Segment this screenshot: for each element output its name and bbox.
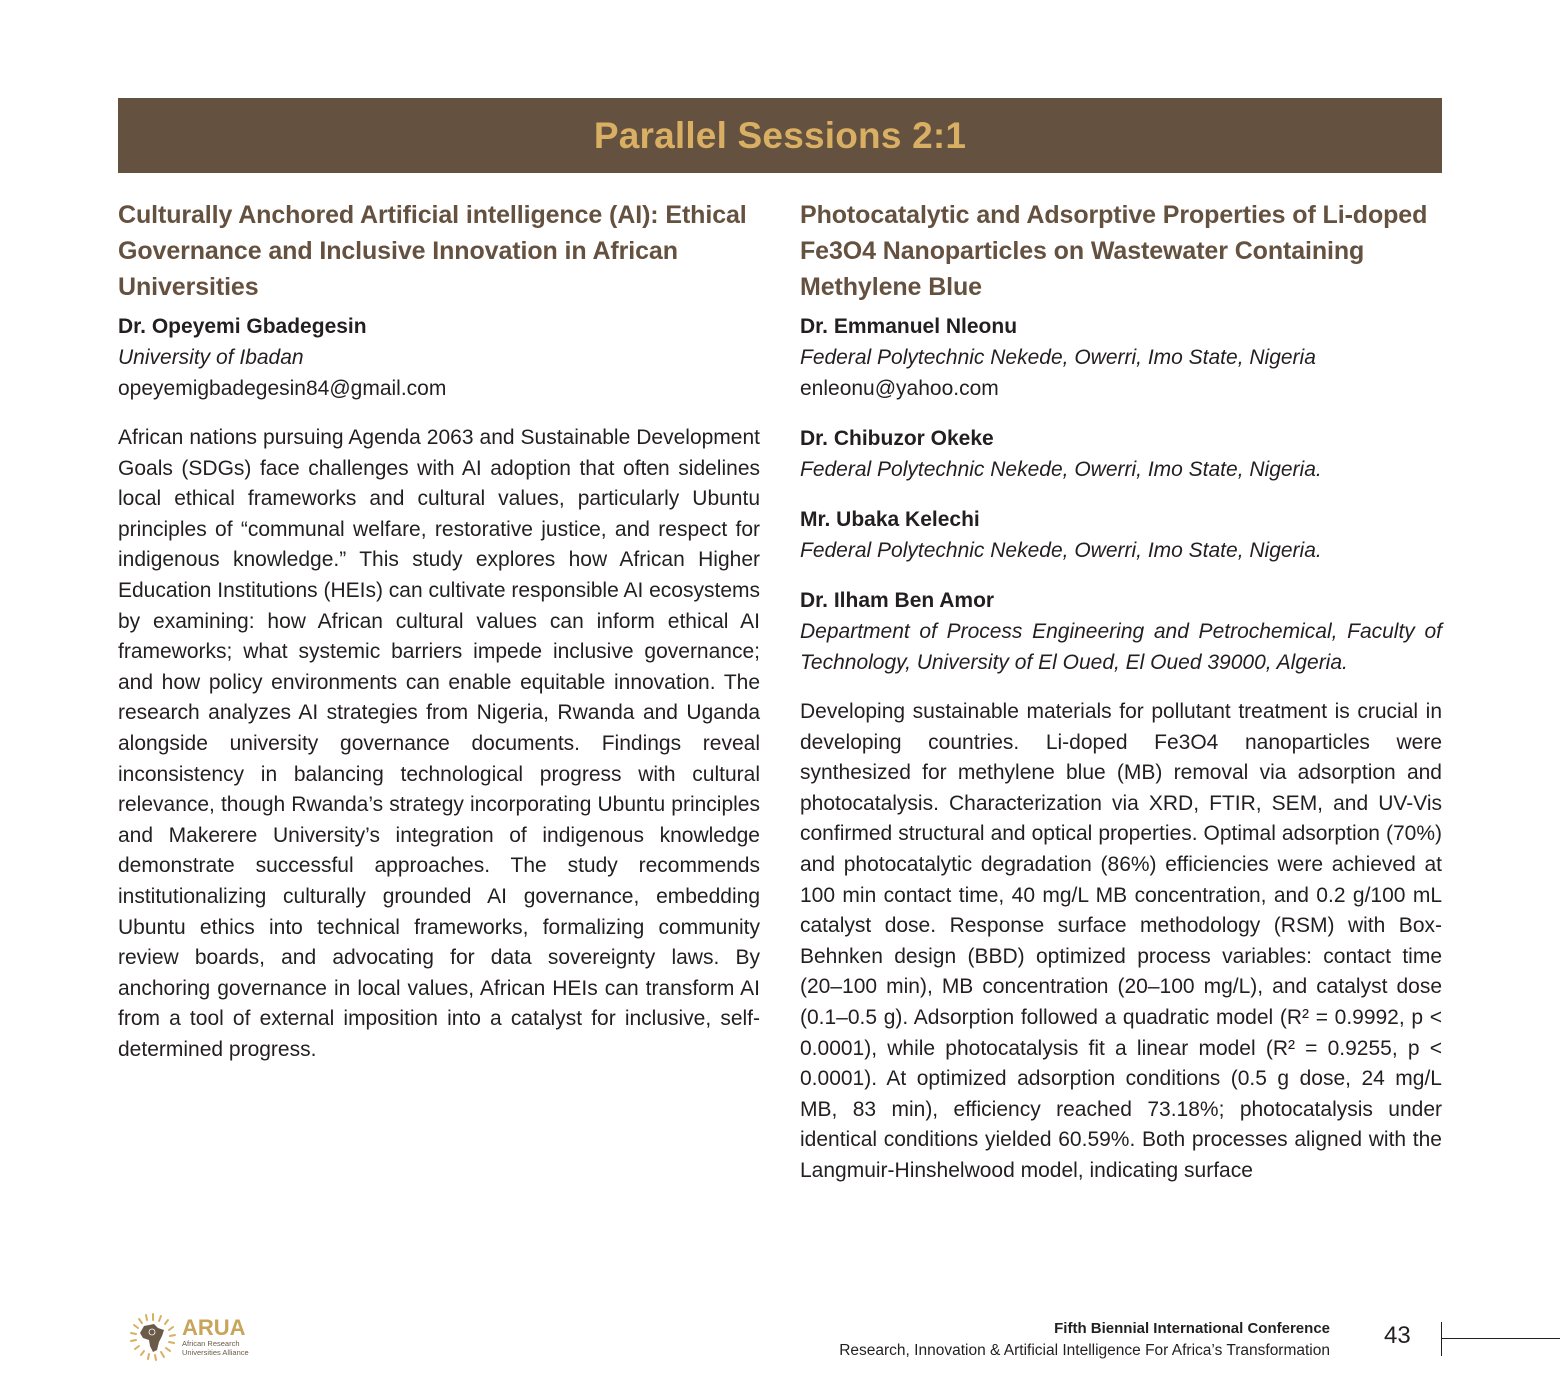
author-name: Dr. Emmanuel Nleonu [800, 315, 1018, 338]
footer-conference [839, 1318, 1330, 1362]
session-banner [118, 98, 1442, 173]
page-divider [1441, 1322, 1442, 1356]
logo-subtitle: African Research [182, 1339, 240, 1348]
arua-logo [128, 1312, 249, 1362]
author-block [800, 423, 1442, 485]
author-block [118, 311, 760, 404]
conference-title: Fifth Biennial International Conference [1054, 1320, 1330, 1337]
author-block [800, 585, 1442, 678]
author-email: enleonu@yahoo.com [800, 377, 999, 400]
author-affiliation: Federal Polytechnic Nekede, Owerri, Imo State, Nigeria [800, 346, 1316, 369]
logo-text [182, 1317, 249, 1357]
author-name: Mr. Ubaka Kelechi [800, 508, 980, 531]
paper-title: Photocatalytic and Adsorptive Properties of Li-doped Fe3O4 Nanoparticles on Wastewater Containing Methylene Blue [800, 201, 1428, 301]
author-block [800, 311, 1442, 404]
left-column [118, 197, 760, 1065]
paper-abstract: African nations pursuing Agenda 2063 and Sustainable Development Goals (SDGs) face challenges with AI adoption that often sidelines local ethical frameworks and cultural values, particularly Ubuntu principles of “communal welfare, restorative justice, and respect for indigenous knowledge.” This study explores how African Higher Education Institutions (HEIs) can cultivate responsible AI ecosystems by examining: how African cultural values can inform ethical AI frameworks; what systemic barriers impede inclusive governance; and how policy environments can enable equitable innovation. The research analyzes AI strategies from Nigeria, Rwanda and Uganda alongside university governance documents. Findings reveal inconsistency in balancing technological progress with cultural relevance, though Rwanda’s strategy incorporating Ubuntu principles and Makerere University’s integration of indigenous knowledge demonstrate successful approaches. The study recommends institutionalizing culturally grounded AI governance, embedding Ubuntu ethics into technical frameworks, formalizing community review boards, and advocating for data sovereignty laws. By anchoring governance in local values, African HEIs can transform AI from a tool of external imposition into a catalyst for inclusive, self-determined progress. [118, 426, 760, 1061]
right-column [800, 197, 1442, 1187]
author-affiliation: University of Ibadan [118, 346, 304, 369]
paper-abstract: Developing sustainable materials for pollutant treatment is crucial in developing countries. Li-doped Fe3O4 nanoparticles were synthesized for methylene blue (MB) removal via adsorption and photocatalysis. Characterization via XRD, FTIR, SEM, and UV-Vis confirmed structural and optical properties. Optimal adsorption (70%) and photocatalytic degradation (86%) efficiencies were achieved at 100 min contact time, 40 mg/L MB concentration, and 0.2 g/100 mL catalyst dose. Response surface methodology (RSM) with Box-Behnken design (BBD) optimized process variables: contact time (20–100 min), MB concentration (20–100 mg/L), and catalyst dose (0.1–0.5 g). Adsorption followed a quadratic model (R² = 0.9992, p < 0.0001), while photocatalysis fit a linear model (R² = 0.9255, p < 0.0001). At optimized adsorption conditions (0.5 g dose, 24 mg/L MB, 83 min), efficiency reached 73.18%; photocatalysis under identical conditions yielded 60.59%. Both processes aligned with the Langmuir-Hinshelwood model, indicating surface [800, 700, 1442, 1182]
author-name: Dr. Ilham Ben Amor [800, 589, 995, 612]
conference-subtitle: Research, Innovation & Artificial Intelligence For Africa’s Transformation [839, 1342, 1330, 1359]
logo-name: ARUA [182, 1315, 246, 1340]
page-number: 43 [1384, 1322, 1411, 1349]
author-affiliation: Department of Process Engineering and Petrochemical, Faculty of Technology, University of El Oued, El Oued 39000, Algeria. [800, 620, 1442, 674]
author-name: Dr. Chibuzor Okeke [800, 427, 994, 450]
author-affiliation: Federal Polytechnic Nekede, Owerri, Imo State, Nigeria. [800, 458, 1322, 481]
paper-title: Culturally Anchored Artificial intelligence (AI): Ethical Governance and Inclusive Innovation in African Universities [118, 201, 747, 301]
author-name: Dr. Opeyemi Gbadegesin [118, 315, 367, 338]
author-email: opeyemigbadegesin84@gmail.com [118, 377, 447, 400]
page-rule [1441, 1338, 1560, 1339]
session-title: Parallel Sessions 2:1 [593, 114, 967, 156]
author-block [800, 504, 1442, 566]
author-affiliation: Federal Polytechnic Nekede, Owerri, Imo State, Nigeria. [800, 539, 1322, 562]
logo-subtitle: Universities Alliance [182, 1348, 249, 1357]
africa-sunburst-icon [128, 1312, 178, 1362]
